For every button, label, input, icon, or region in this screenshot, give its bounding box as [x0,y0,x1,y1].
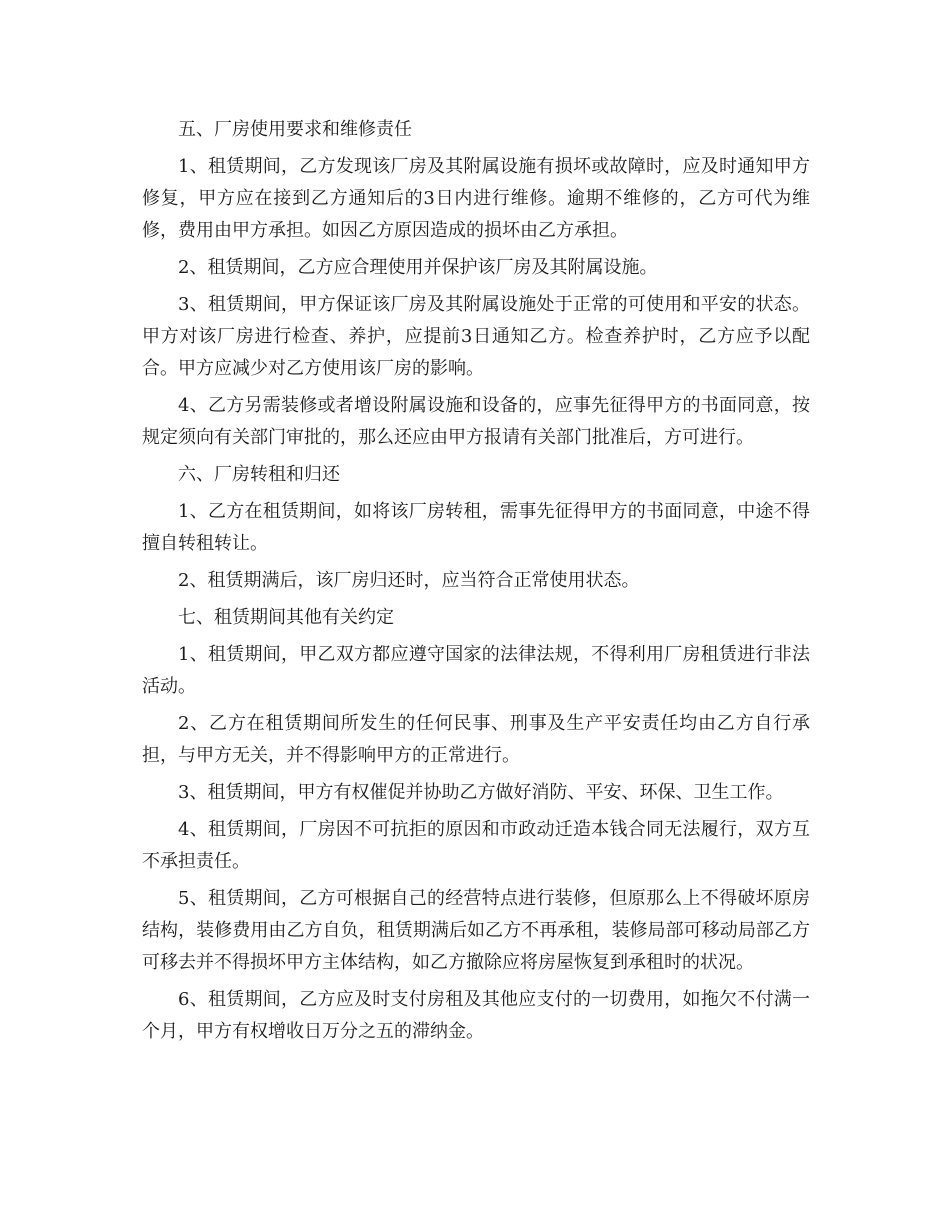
clause-7-2: 2、乙方在租赁期间所发生的任何民事、刑事及生产平安责任均由乙方自行承担，与甲方无关，并不得影响甲方的正常进行。 [142,713,810,766]
section-heading-6: 六、厂房转租和归还 [178,464,340,485]
clause-7-5: 5、租赁期间，乙方可根据自己的经营特点进行装修，但原那么上不得破坏原房结构，装修费用由乙方自负，租赁期满后如乙方不再承租，装修局部可移动局部乙方可移去并不得损坏甲方主体结构，如乙方撤除应将房屋恢复到承租时的状况。 [142,888,810,973]
clause-5-2: 2、租赁期间，乙方应合理使用并保护该厂房及其附属设施。 [178,257,658,278]
section-heading-5: 五、厂房使用要求和维修责任 [178,119,412,140]
clause-5-3: 3、租赁期间，甲方保证该厂房及其附属设施处于正常的可使用和平安的状态。甲方对该厂房进行检查、养护，应提前3日通知乙方。检查养护时，乙方应予以配合。甲方应减少对乙方使用该厂房的影响。 [142,294,810,379]
clause-7-1: 1、租赁期间，甲乙双方都应遵守国家的法律法规，不得利用厂房租赁进行非法活动。 [142,644,810,697]
clause-6-1: 1、乙方在租赁期间，如将该厂房转租，需事先征得甲方的书面同意，中途不得擅自转租转让。 [142,501,810,554]
section-heading-7: 七、租赁期间其他有关约定 [178,607,394,628]
clause-5-1: 1、租赁期间，乙方发现该厂房及其附属设施有损坏或故障时，应及时通知甲方修复，甲方应在接到乙方通知后的3日内进行维修。逾期不维修的，乙方可代为维修，费用由甲方承担。如因乙方原因造成的损坏由乙方承担。 [142,156,810,241]
clause-7-4: 4、租赁期间，厂房因不可抗拒的原因和市政动迁造本钱合同无法履行，双方互不承担责任。 [142,819,810,872]
clause-7-6: 6、租赁期间，乙方应及时支付房租及其他应支付的一切费用，如拖欠不付满一个月，甲方有权增收日万分之五的滞纳金。 [142,989,810,1042]
clause-5-4: 4、乙方另需装修或者增设附属设施和设备的，应事先征得甲方的书面同意，按规定须向有关部门审批的，那么还应由甲方报请有关部门批准后，方可进行。 [142,395,810,448]
clause-6-2: 2、租赁期满后，该厂房归还时，应当符合正常使用状态。 [178,570,640,591]
document-body [142,114,810,1053]
clause-7-3: 3、租赁期间，甲方有权催促并协助乙方做好消防、平安、环保、卫生工作。 [178,782,784,803]
